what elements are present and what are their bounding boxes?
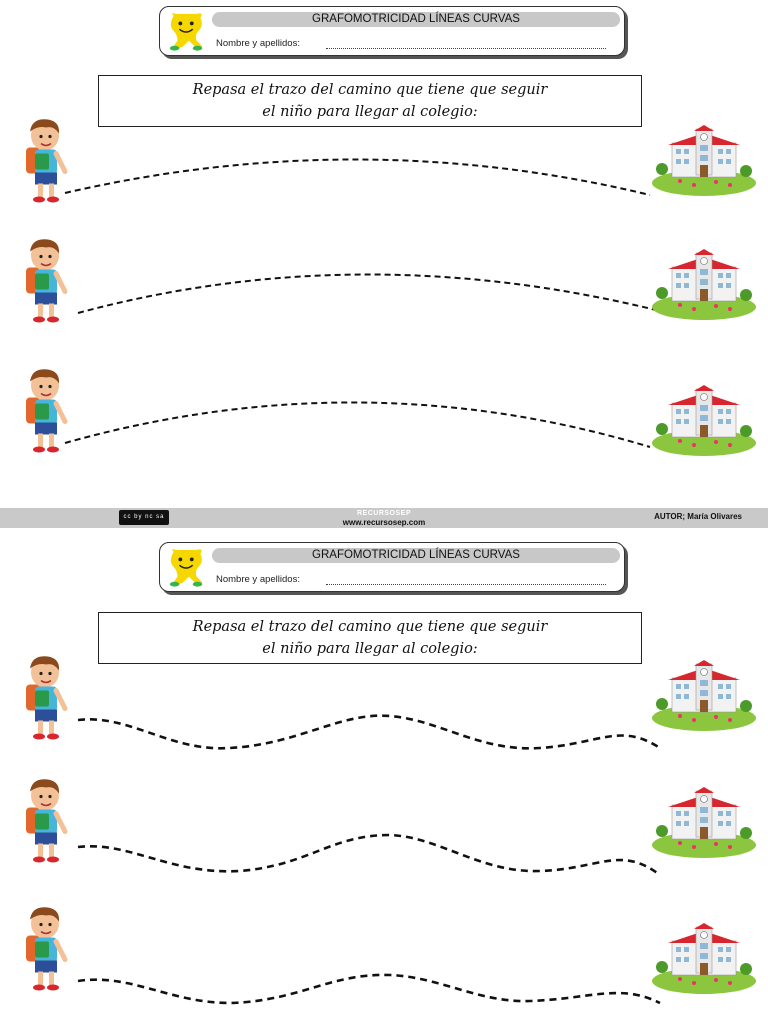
school-building-icon [650, 249, 758, 321]
creative-commons-icon: cc by nc sa [119, 510, 169, 525]
name-label: Nombre y apellidos: [216, 574, 300, 585]
instruction-line-1: Repasa el trazo del camino que tiene que seguir [192, 619, 548, 635]
trace-row [0, 115, 768, 215]
instruction-line-1: Repasa el trazo del camino que tiene que seguir [192, 82, 548, 98]
school-building-icon [650, 787, 758, 859]
school-building-icon [650, 125, 758, 197]
name-label: Nombre y apellidos: [216, 38, 300, 49]
school-building-icon [650, 385, 758, 457]
instruction-line-2: el niño para llegar al colegio: [262, 104, 478, 120]
name-input-line[interactable] [326, 48, 606, 49]
website-link[interactable]: www.recursosep.com [342, 518, 426, 527]
trace-row [0, 235, 768, 335]
instruction-line-2: el niño para llegar al colegio: [262, 641, 478, 657]
trace-row [0, 365, 768, 465]
mascot-icon [166, 548, 208, 588]
worksheet-title: GRAFOMOTRICIDAD LÍNEAS CURVAS [212, 548, 620, 563]
mascot-icon [166, 12, 208, 52]
school-building-icon [650, 660, 758, 732]
worksheet-title: GRAFOMOTRICIDAD LÍNEAS CURVAS [212, 12, 620, 27]
name-input-line[interactable] [326, 584, 606, 585]
brand-name: RECURSOSEP [356, 510, 411, 517]
trace-row [0, 775, 768, 875]
school-building-icon [650, 923, 758, 995]
footer-bar [0, 508, 768, 528]
worksheet-header [159, 542, 625, 592]
worksheet-header [159, 6, 625, 56]
trace-row [0, 652, 768, 752]
trace-row [0, 903, 768, 1003]
author-credit: AUTOR; María Olivares [654, 512, 742, 521]
